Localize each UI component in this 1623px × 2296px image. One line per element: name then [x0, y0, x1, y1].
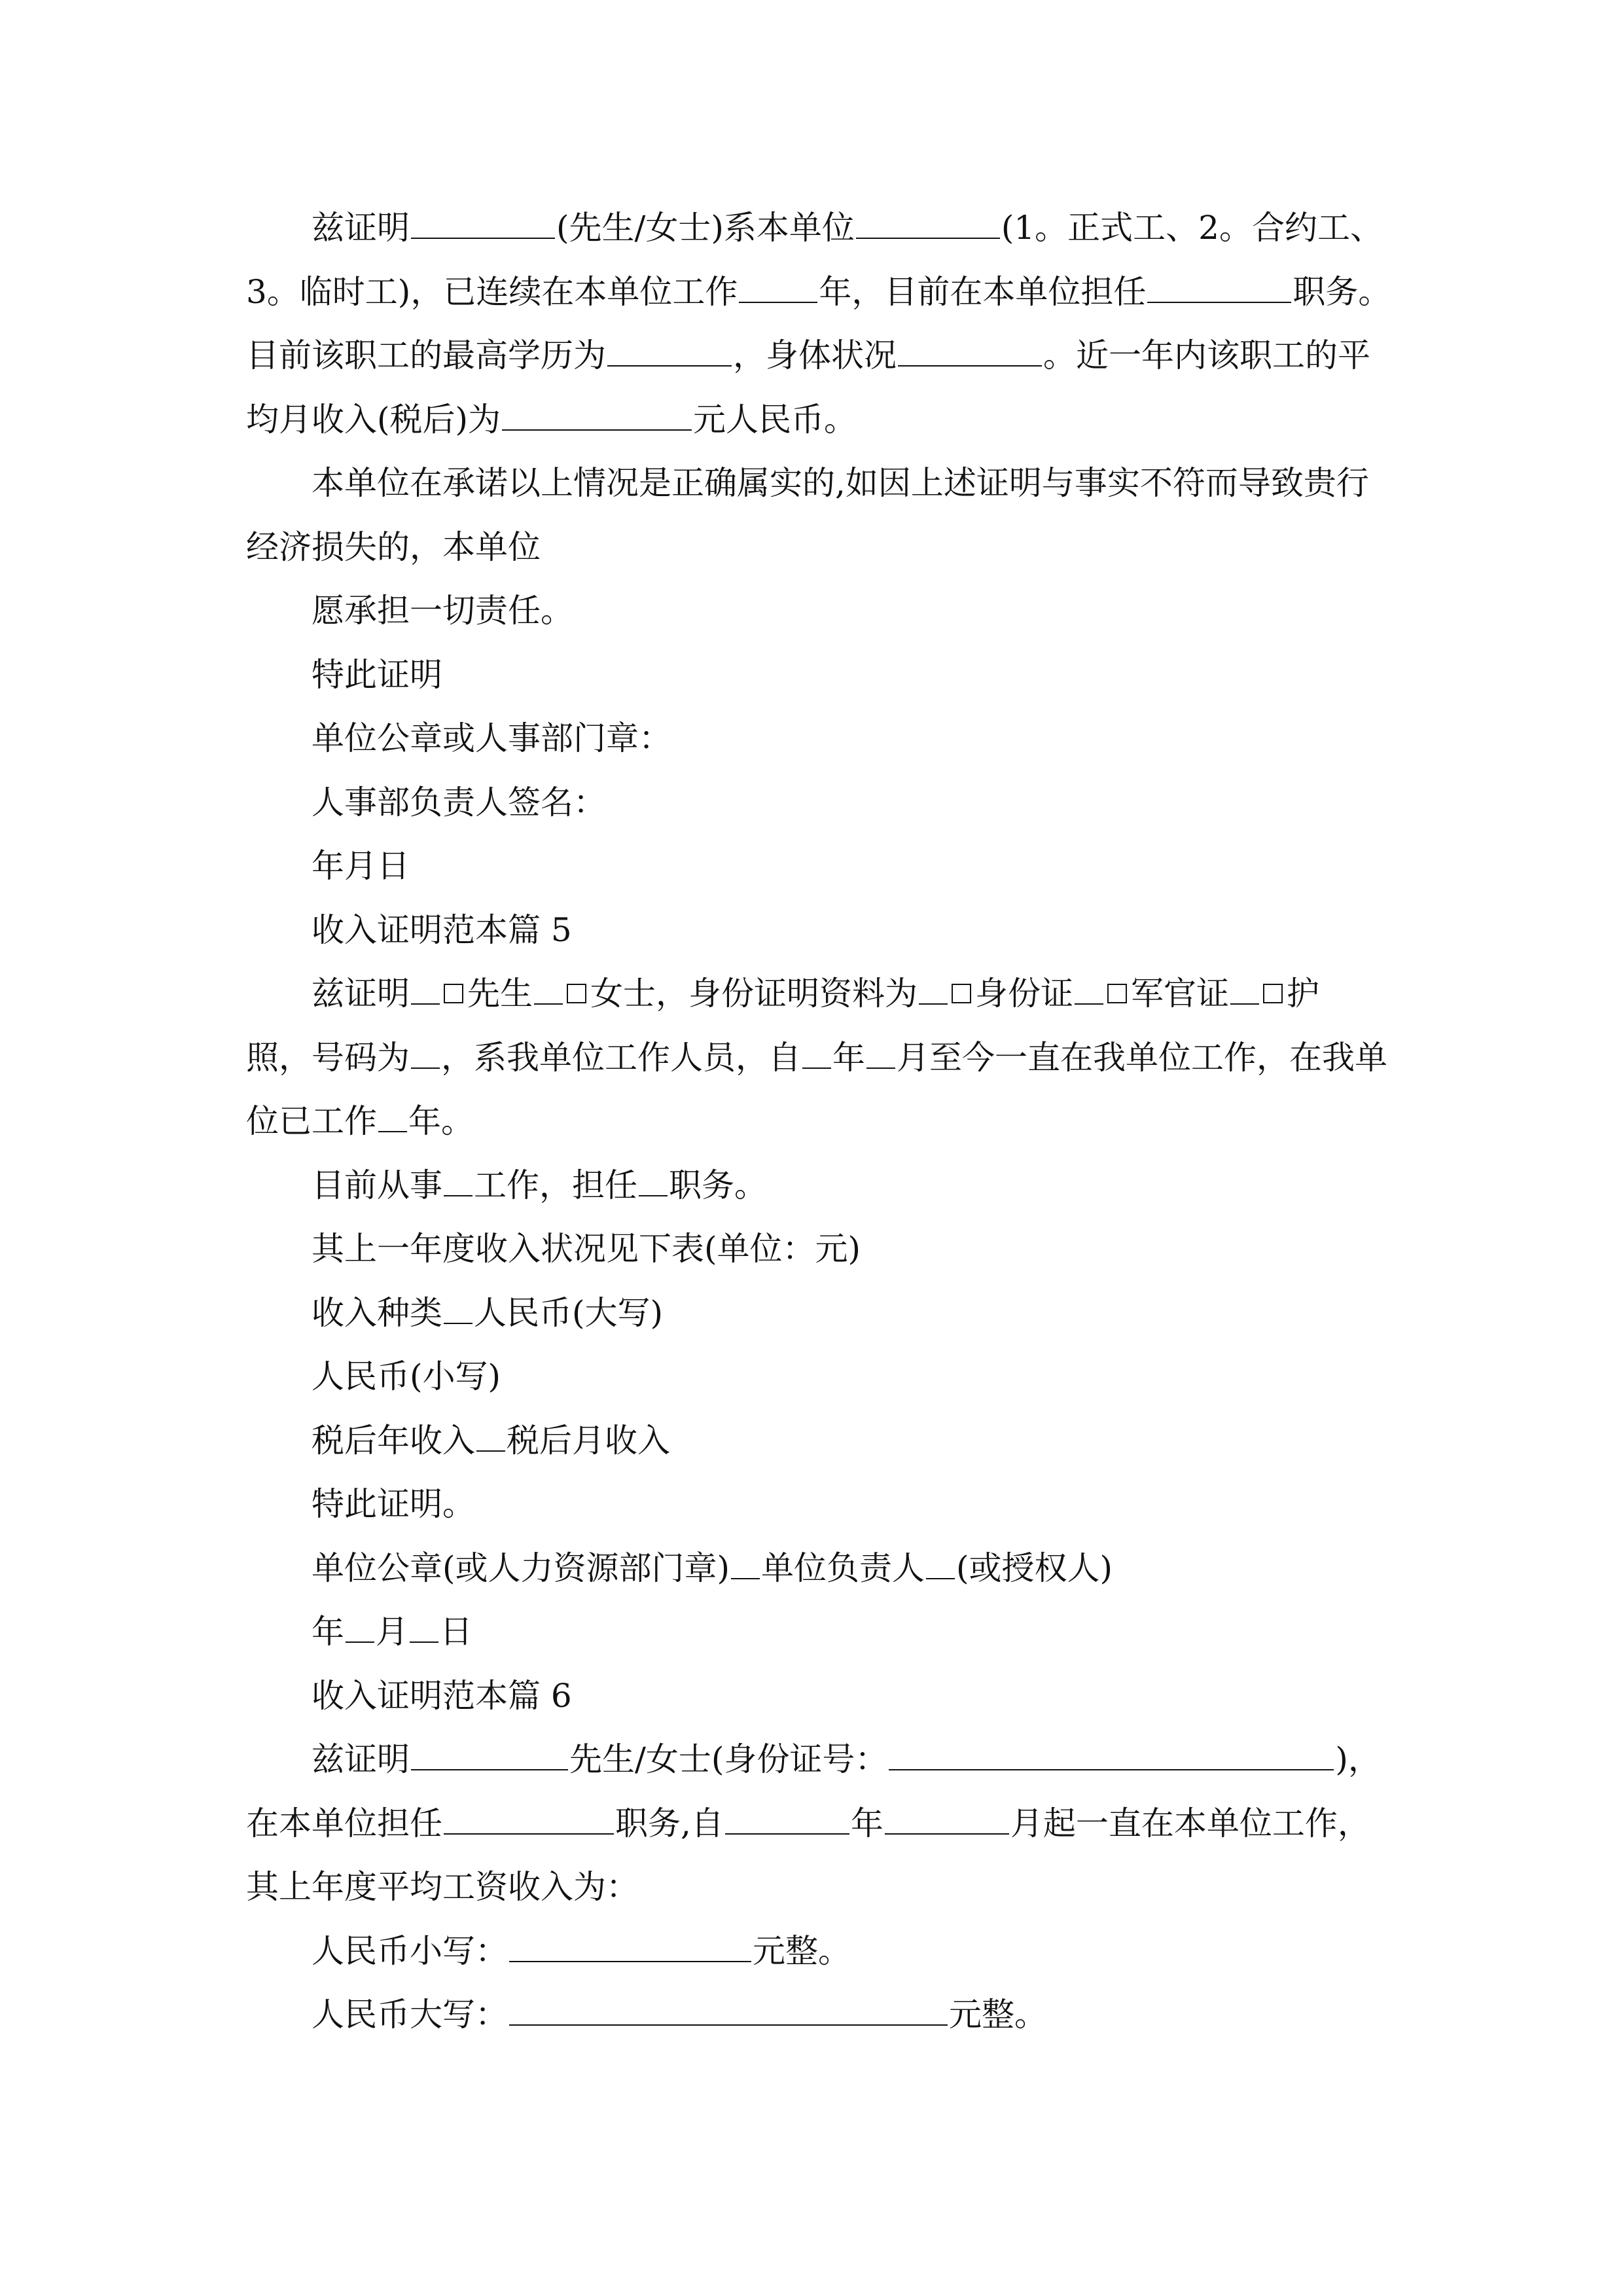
text: 日: [440, 1613, 473, 1651]
blank[interactable]: [444, 1290, 473, 1324]
text: 先生: [467, 975, 533, 1013]
text: 月至今一直在我单位工作，在我单: [897, 1038, 1387, 1077]
blank[interactable]: [926, 1545, 955, 1579]
cert4-line-5: 本单位在承诺以上情况是正确属实的,如因上述证明与事实不符而导致贵行: [312, 464, 1369, 502]
text: 目前从事: [312, 1166, 442, 1204]
s6-line-4: [246, 1920, 1385, 1984]
text: 年: [850, 1804, 883, 1842]
blank-education-field[interactable]: [607, 332, 732, 367]
cert4-line-11: 年月日: [312, 847, 410, 885]
blank[interactable]: [1075, 971, 1103, 1005]
blank-amount-figures-field[interactable]: [509, 1928, 751, 1962]
text: 元整。: [949, 1996, 1047, 2034]
text: )，: [1335, 1740, 1381, 1778]
text: (1。正式工、2。合约工、: [1001, 209, 1383, 247]
text: 。近一年内该职工的平: [1043, 336, 1370, 374]
cert4-line-9: 单位公章或人事部门章：: [312, 719, 671, 757]
s6-line-1: [246, 1728, 1385, 1792]
text: 单位负责人: [761, 1549, 925, 1587]
text: 年: [312, 1613, 344, 1651]
text: 人民币(大写): [474, 1293, 664, 1332]
blank[interactable]: [731, 1545, 760, 1579]
blank[interactable]: [378, 1098, 407, 1132]
s5-line-11: [246, 1600, 1385, 1664]
s5-line-9: 特此证明。: [312, 1485, 475, 1523]
cert4-line-10: 人事部负责人签名：: [312, 783, 606, 821]
blank[interactable]: [410, 1609, 438, 1643]
blank[interactable]: [534, 971, 563, 1005]
blank[interactable]: [639, 1162, 668, 1196]
text: 军官证: [1131, 975, 1229, 1013]
s5-line-1: [246, 962, 1385, 1026]
section6-heading: 收入证明范本篇 6: [312, 1676, 572, 1715]
s5-line-6: [246, 1282, 1385, 1346]
text: 均月收入(税后)为: [246, 400, 501, 439]
blank-year-field[interactable]: [725, 1801, 849, 1835]
cert4-line-4: [246, 388, 1385, 452]
text: 人民币小写：: [312, 1931, 508, 1970]
text: 元整。: [753, 1931, 851, 1970]
checkbox-icon[interactable]: [1107, 984, 1127, 1003]
text: 税后年收入: [312, 1421, 475, 1460]
blank[interactable]: [1230, 971, 1259, 1005]
text: 年。: [408, 1102, 474, 1140]
cert4-line-2: [246, 260, 1391, 325]
blank[interactable]: [411, 971, 440, 1005]
cert4-line-6: 经济损失的，本单位: [246, 528, 541, 566]
s5-line-8: [246, 1409, 1385, 1473]
s6-line-2: [246, 1792, 1385, 1856]
text: 单位公章(或人力资源部门章): [312, 1549, 730, 1587]
text: ，身体状况: [733, 336, 897, 374]
s5-line-10: [246, 1537, 1385, 1601]
text: 护: [1287, 975, 1319, 1013]
s5-line-7: 人民币(小写): [312, 1357, 501, 1395]
blank-years-field[interactable]: [739, 269, 817, 303]
text: 职务。: [1293, 272, 1391, 311]
text: 年，目前在本单位担任: [819, 272, 1147, 311]
text: 职务,自: [615, 1804, 724, 1842]
text: 工作，担任: [474, 1166, 637, 1204]
text: 职务。: [669, 1166, 767, 1204]
checkbox-icon[interactable]: [1263, 984, 1283, 1003]
section5-heading: 收入证明范本篇 5: [312, 910, 572, 949]
text: 兹证明: [312, 1740, 410, 1778]
cert4-line-1: [246, 196, 1385, 260]
blank[interactable]: [444, 1162, 473, 1196]
blank[interactable]: [346, 1609, 374, 1643]
blank[interactable]: [411, 1035, 440, 1069]
text: 人民币大写：: [312, 1996, 508, 2034]
blank[interactable]: [919, 971, 948, 1005]
s6-line-5: [246, 1983, 1385, 2047]
blank-name-field[interactable]: [411, 1736, 568, 1770]
text: 元人民币。: [693, 400, 857, 439]
blank-health-field[interactable]: [898, 332, 1042, 367]
checkbox-icon[interactable]: [444, 984, 463, 1003]
text: 女士，身份证明资料为: [590, 975, 918, 1013]
cert4-line-3: [246, 324, 1385, 388]
blank-employment-type-field[interactable]: [856, 205, 1000, 239]
text: 先生/女士(身份证号：: [569, 1740, 888, 1778]
document-body: [246, 196, 1391, 2047]
text: 年: [832, 1038, 865, 1077]
checkbox-icon[interactable]: [952, 984, 971, 1003]
blank-id-number-field[interactable]: [889, 1736, 1334, 1770]
text: 位已工作: [246, 1102, 377, 1140]
text: 月起一直在本单位工作，: [1010, 1804, 1370, 1842]
blank[interactable]: [476, 1418, 505, 1452]
s5-line-5: 其上一年度收入状况见下表(单位：元): [312, 1230, 861, 1268]
text: 目前该职工的最高学历为: [246, 336, 606, 374]
s5-line-4: [246, 1154, 1385, 1218]
text: 身份证: [975, 975, 1073, 1013]
s5-line-2: [246, 1026, 1385, 1090]
text: 3。临时工)，已连续在本单位工作: [246, 272, 738, 311]
text: 兹证明: [312, 975, 410, 1013]
text: 在本单位担任: [246, 1804, 442, 1842]
text: (先生/女士)系本单位: [556, 209, 855, 247]
cert4-line-7: 愿承担一切责任。: [312, 592, 573, 630]
blank-position-field[interactable]: [444, 1801, 614, 1835]
text: 照，号码为: [246, 1038, 410, 1077]
text: 税后月收入: [507, 1421, 670, 1460]
blank-amount-words-field[interactable]: [509, 1992, 948, 2026]
text: 收入种类: [312, 1293, 442, 1332]
text: 月: [376, 1613, 408, 1651]
text: (或授权人): [956, 1549, 1113, 1587]
checkbox-icon[interactable]: [567, 984, 586, 1003]
blank-income-field[interactable]: [502, 397, 692, 431]
text: ，系我单位工作人员，自: [441, 1038, 801, 1077]
blank-position-field[interactable]: [1147, 269, 1291, 303]
blank[interactable]: [866, 1035, 895, 1069]
blank-month-field[interactable]: [885, 1801, 1009, 1835]
text: 兹证明: [312, 209, 410, 247]
blank-name-field[interactable]: [411, 205, 555, 239]
s5-line-3: [246, 1090, 1385, 1154]
s6-line-3: 其上年度平均工资收入为：: [246, 1868, 639, 1906]
cert4-line-8: 特此证明: [312, 655, 442, 694]
blank[interactable]: [802, 1035, 831, 1069]
